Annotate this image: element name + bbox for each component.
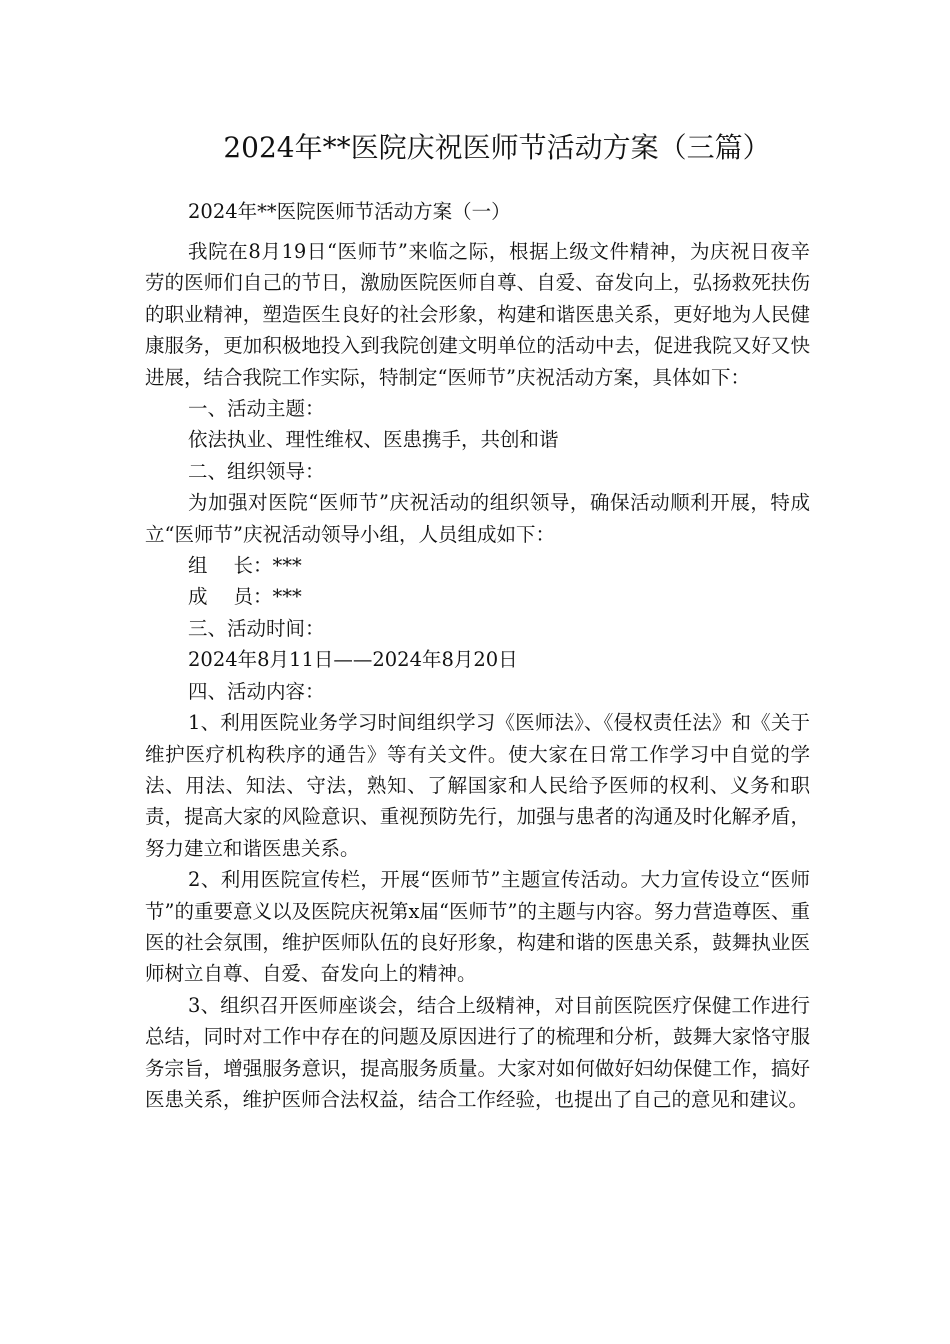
content-item-2: 2、利用医院宣传栏，开展“医师节”主题宣传活动。大力宣传设立“医师节”的重要意义以及医院庆祝第x届“医师节”的主题与内容。努力营造尊医、重医的社会氛围，维护医师队伍的良好形象，构建和谐的医患关系，鼓舞执业医师树立自尊、自爱、奋发向上的精神。 [145, 868, 810, 986]
content-item-3: 3、组织召开医师座谈会，结合上级精神，对目前医院医疗保健工作进行总结，同时对工作中存在的问题及原因进行了的梳理和分析，鼓舞大家恪守服务宗旨，增强服务意识，提高服务质量。大家对如何做好妇幼保健工作，搞好医患关系，维护医师合法权益，结合工作经验，也提出了自己的意见和建议。 [145, 993, 810, 1111]
document-title: 2024年**医院庆祝医师节活动方案（三篇） [223, 131, 771, 164]
leader-line [145, 550, 810, 581]
member-label-rest: 员：*** [233, 585, 302, 609]
theme-text: 依法执业、理性维权、医患携手，共创和谐 [188, 428, 559, 452]
time-text: 2024年8月11日——2024年8月20日 [188, 648, 518, 672]
leader-label-rest: 长：*** [233, 554, 302, 578]
section-heading-time: 三、活动时间： [188, 616, 325, 640]
organization-paragraph: 为加强对医院“医师节”庆祝活动的组织领导，确保活动顺利开展，特成立“医师节”庆祝活动领导小组，人员组成如下： [145, 491, 810, 546]
member-line [145, 581, 810, 612]
leader-label-first: 组 [188, 554, 208, 578]
section-heading-organization: 二、组织领导： [188, 459, 325, 483]
content-item-1: 1、利用医院业务学习时间组织学习《医师法》、《侵权责任法》和《关于维护医疗机构秩序的通告》等有关文件。使大家在日常工作学习中自觉的学法、用法、知法、守法，熟知、了解国家和人民给予医师的权利、义务和职责，提高大家的风险意识、重视预防先行，加强与患者的沟通及时化解矛盾，努力建立和谐医患关系。 [145, 711, 810, 860]
member-label-first: 成 [188, 585, 208, 609]
document-subtitle: 2024年**医院医师节活动方案（一） [188, 200, 511, 223]
document-body [145, 236, 810, 1115]
section-heading-theme: 一、活动主题： [188, 397, 325, 421]
section-heading-content: 四、活动内容： [188, 679, 325, 703]
intro-paragraph: 我院在8月19日“医师节”来临之际，根据上级文件精神，为庆祝日夜辛劳的医师们自己的节日，激励医院医师自尊、自爱、奋发向上，弘扬救死扶伤的职业精神，塑造医生良好的社会形象，构建和谐医患关系，更好地为人民健康服务，更加积极地投入到我院创建文明单位的活动中去，促进我院又好又快进展，结合我院工作实际，特制定“医师节”庆祝活动方案，具体如下： [145, 240, 810, 389]
